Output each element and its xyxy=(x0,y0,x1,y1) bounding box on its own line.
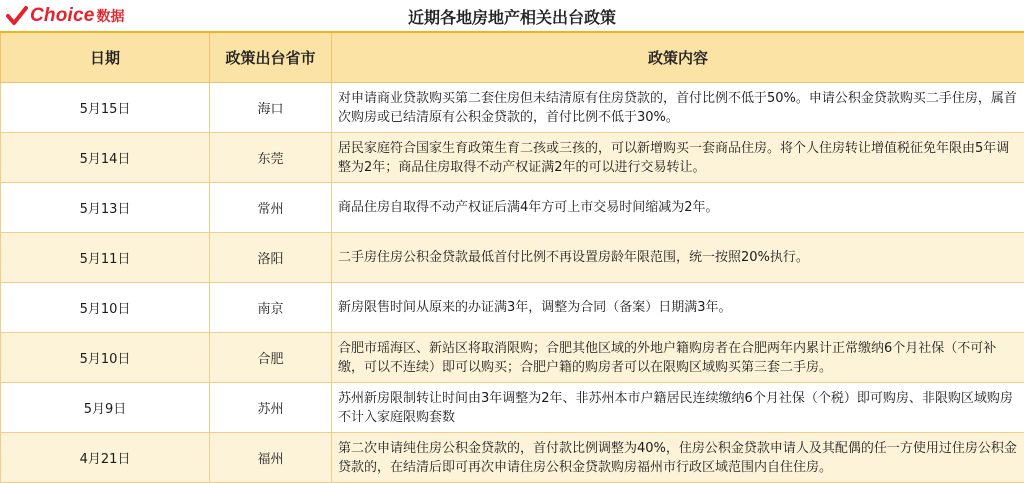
column-header-date: 日期 xyxy=(1,33,210,83)
city-cell: 南京 xyxy=(210,283,332,333)
date-cell: 5月10日 xyxy=(1,333,210,383)
table-row xyxy=(1,333,1024,383)
content-cell: 商品住房自取得不动产权证后满4年方可上市交易时间缩减为2年。 xyxy=(332,183,1024,233)
content-cell: 第二次申请纯住房公积金贷款的，首付款比例调整为40%，住房公积金贷款申请人及其配偶的任一方使用过住房公积金贷款的，在结清后即可再次申请住房公积金贷款购房福州市行政区域范围内自住住房。 xyxy=(332,433,1024,483)
city-cell: 常州 xyxy=(210,183,332,233)
city-cell: 合肥 xyxy=(210,333,332,383)
header-bar xyxy=(0,0,1024,33)
date-cell: 5月14日 xyxy=(1,133,210,183)
policy-table xyxy=(0,33,1024,483)
date-cell: 5月15日 xyxy=(1,83,210,133)
city-cell: 洛阳 xyxy=(210,233,332,283)
content-cell: 新房限售时间从原来的办证满3年，调整为合同（备案）日期满3年。 xyxy=(332,283,1024,333)
date-cell: 4月21日 xyxy=(1,433,210,483)
content-cell: 二手房住房公积金贷款最低首付比例不再设置房龄年限范围，统一按照20%执行。 xyxy=(332,233,1024,283)
page-title: 近期各地房地产相关出台政策 xyxy=(0,5,1024,28)
table-row xyxy=(1,83,1024,133)
table-row xyxy=(1,383,1024,433)
content-cell: 居民家庭符合国家生育政策生育二孩或三孩的，可以新增购买一套商品住房。将个人住房转让增值税征免年限由5年调整为2年；商品住房取得不动产权证满2年的可以进行交易转让。 xyxy=(332,133,1024,183)
city-cell: 海口 xyxy=(210,83,332,133)
table-header-row xyxy=(1,33,1024,83)
date-cell: 5月11日 xyxy=(1,233,210,283)
table-row xyxy=(1,283,1024,333)
content-cell: 合肥市瑶海区、新站区将取消限购；合肥其他区域的外地户籍购房者在合肥两年内累计正常缴纳6个月社保（不可补缴，可以不连续）即可以购买；合肥户籍的购房者可以在限购区域购买第三套二手房。 xyxy=(332,333,1024,383)
content-cell: 对申请商业贷款购买第二套住房但未结清原有住房贷款的，首付比例不低于50%。申请公积金贷款购买二手住房，属首次购房或已结清原有公积金贷款的，首付比例不低于30%。 xyxy=(332,83,1024,133)
city-cell: 福州 xyxy=(210,433,332,483)
date-cell: 5月9日 xyxy=(1,383,210,433)
logo-text: Choice xyxy=(30,5,95,27)
city-cell: 苏州 xyxy=(210,383,332,433)
table-row xyxy=(1,233,1024,283)
table-row xyxy=(1,183,1024,233)
table-row xyxy=(1,133,1024,183)
logo-cn-text: 数据 xyxy=(97,6,125,26)
column-header-city: 政策出台省市 xyxy=(210,33,332,83)
date-cell: 5月10日 xyxy=(1,283,210,333)
table-row xyxy=(1,433,1024,483)
date-cell: 5月13日 xyxy=(1,183,210,233)
city-cell: 东莞 xyxy=(210,133,332,183)
column-header-content: 政策内容 xyxy=(332,33,1024,83)
content-cell: 苏州新房限制转让时间由3年调整为2年、非苏州本市户籍居民连续缴纳6个月社保（个税）即可购房、非限购区域购房不计入家庭限购套数 xyxy=(332,383,1024,433)
